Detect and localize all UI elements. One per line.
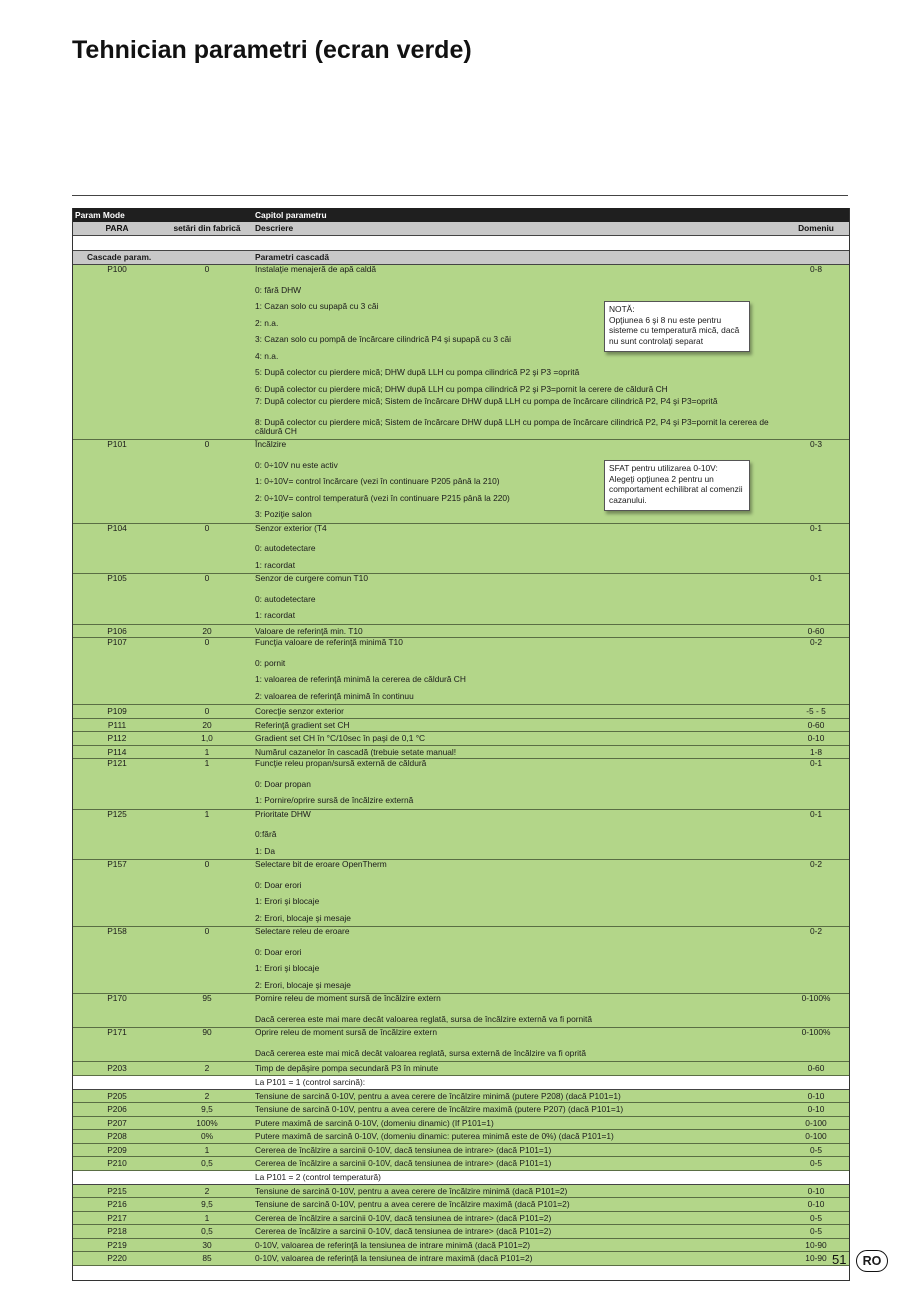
factory-setting: 1 [161,1143,253,1157]
description-option: 4: n.a. [255,350,279,361]
description-option: 1: Da [255,845,276,856]
description-title: Tensiune de sarcină 0-10V, pentru a avea cerere de încălzire maximă (dacă P101=2) [255,1199,570,1209]
param-description [253,265,783,440]
table-row [73,927,849,994]
table-row [73,1252,849,1266]
param-range: 0-2 [783,638,849,705]
table-row [73,1143,849,1157]
param-code: P106 [73,624,161,638]
param-code: P208 [73,1130,161,1144]
param-description [253,1130,783,1144]
factory-setting: 95 [161,994,253,1028]
param-description [253,718,783,732]
factory-setting: 20 [161,624,253,638]
table-header-row-1 [73,208,849,222]
description-option: 2: valoarea de referinţă minimă în continuu [255,690,414,701]
description-title: Tensiune de sarcină 0-10V, pentru a avea cerere de încălzire minimă (dacă P101=2) [255,1185,568,1196]
param-range: 1-8 [783,745,849,759]
param-description [253,1157,783,1171]
factory-setting: 2 [161,1089,253,1103]
param-description [253,705,783,719]
description-title: Funcţie releu propan/sursă externă de căldură [255,759,427,768]
factory-setting: 0 [161,860,253,927]
table-row [73,1238,849,1252]
param-code: P207 [73,1116,161,1130]
table-end-row [73,1265,849,1280]
param-description [253,1211,783,1225]
description-title: Oprire releu de moment sursă de încălzire extern [255,1028,438,1037]
table-row [73,759,849,810]
param-code: P100 [73,265,161,440]
factory-setting: 0 [161,927,253,994]
description-title: Senzor de curgere comun T10 [255,574,368,583]
description-title: Cererea de încălzire a sarcinii 0-10V, dacă tensiunea de intrare> (dacă P101=2) [255,1212,552,1223]
header-para: PARA [73,222,161,236]
title-divider [72,195,848,196]
description-option: Dacă cererea este mai mare decât valoarea reglată, sursa de încălzire externă va fi pornită [255,1013,593,1024]
factory-setting: 2 [161,1062,253,1076]
param-range: 0-3 [783,440,849,524]
table-row [73,523,849,574]
param-code: P158 [73,927,161,994]
table-row [73,1225,849,1239]
param-code: P171 [73,1028,161,1062]
table-header-row-2 [73,222,849,236]
description-title: 0-10V, valoarea de referinţă la tensiunea de intrare maximă (dacă P101=2) [255,1253,533,1263]
factory-setting: 1 [161,745,253,759]
table-row [73,574,849,625]
param-description [253,523,783,574]
factory-setting: 0 [161,638,253,705]
description-option: 0: Doar erori [255,879,302,890]
description-option: 1: Cazan solo cu supapă cu 3 căi [255,301,379,311]
header-param-mode: Param Mode [73,208,161,222]
param-range: 0-8 [783,265,849,440]
header-range: Domeniu [783,222,849,236]
factory-setting: 0,5 [161,1225,253,1239]
table-row [73,705,849,719]
description-option: 1: Pornire/oprire sursă de încălzire externă [255,795,414,805]
description-option: 0: autodetectare [255,593,316,604]
description-title: Referinţă gradient set CH [255,719,350,730]
description-title: Putere maximă de sarcină 0-10V, (domeniu dinamic) (If P101=1) [255,1117,494,1128]
factory-setting: 100% [161,1116,253,1130]
param-code: P219 [73,1238,161,1252]
description-option: 2: Erori, blocaje şi mesaje [255,912,351,923]
param-description [253,1062,783,1076]
param-range: 0-1 [783,809,849,860]
param-range: 0-100 [783,1130,849,1144]
factory-setting: 0 [161,705,253,719]
description-title: Pornire releu de moment sursă de încălzire extern [255,994,441,1003]
description-title: Gradient set CH în °C/10sec în paşi de 0,1 °C [255,733,426,743]
factory-setting: 1 [161,759,253,810]
param-code: P105 [73,574,161,625]
param-range: 10-90 [783,1238,849,1252]
param-description [253,1238,783,1252]
description-option: 0: 0÷10V nu este activ [255,459,338,470]
param-range: 0-10 [783,1198,849,1212]
description-option: 1: 0÷10V= control încărcare (vezi în continuare P205 până la 210) [255,476,500,486]
param-range: 0-5 [783,1143,849,1157]
table-row [73,1028,849,1062]
param-range: 0-60 [783,624,849,638]
param-code: P216 [73,1198,161,1212]
table-row [73,718,849,732]
section-name: Cascade param. [73,251,161,265]
param-code: P111 [73,718,161,732]
description-title: Valoare de referinţă min. T10 [255,625,363,636]
table-row [73,1184,849,1198]
tip-callout-text: SFAT pentru utilizarea 0-10V: Alegeţi opţiunea 2 pentru un comportament echilibrat al comenzii cazanului. [609,463,743,505]
param-code: P218 [73,1225,161,1239]
factory-setting: 9,5 [161,1198,253,1212]
param-range: 0-10 [783,1089,849,1103]
param-description [253,1103,783,1117]
param-description [253,927,783,994]
parameter-table-body [73,208,849,1280]
param-code: P205 [73,1089,161,1103]
table-row [73,624,849,638]
description-option: 0: Doar propan [255,778,311,789]
param-range: 0-5 [783,1225,849,1239]
factory-setting: 0 [161,523,253,574]
factory-setting: 1 [161,809,253,860]
param-description [253,1198,783,1212]
param-code: P104 [73,523,161,574]
param-description [253,745,783,759]
description-title: Tensiune de sarcină 0-10V, pentru a avea cerere de încălzire maximă (putere P207) (dacă P101=1) [255,1104,624,1114]
param-range: 0-60 [783,718,849,732]
blank-row [73,236,849,251]
param-range: 0-1 [783,759,849,810]
param-code: P209 [73,1143,161,1157]
param-range: 0-5 [783,1157,849,1171]
tip-callout [604,460,750,511]
note-text: La P101 = 2 (control temperatură) [253,1170,783,1184]
table-note-row [73,1170,849,1184]
factory-setting: 90 [161,1028,253,1062]
header-chapter: Capitol parametru [253,208,783,222]
description-option: 6: După colector cu pierdere mică; DHW după LLH cu pompa cilindrică P2 şi P3=pornit la cerere de căldură CH [255,383,668,394]
description-title: Instalaţie menajeră de apă caldă [255,265,377,274]
description-title: Cererea de încălzire a sarcinii 0-10V, dacă tensiunea de intrare> (dacă P101=1) [255,1144,552,1155]
description-title: Cererea de încălzire a sarcinii 0-10V, dacă tensiunea de intrare> (dacă P101=2) [255,1226,552,1236]
note-callout-text: NOTĂ: Opţiunea 6 şi 8 nu este pentru sisteme cu temperatură mică, dacă nu sunt controlaţi separat [609,304,740,346]
description-option: 2: n.a. [255,317,279,328]
description-option: 7: După colector cu pierdere mică; Sistem de încărcare DHW după LLH cu pompa de încărcare cilindrică P2, P4 şi P3=oprită [255,397,718,406]
factory-setting: 0 [161,574,253,625]
table-row [73,638,849,705]
param-code: P121 [73,759,161,810]
header-description: Descriere [253,222,783,236]
page-number: 51 [832,1252,847,1267]
description-option: 3: Cazan solo cu pompă de încărcare cilindrică P4 şi supapă cu 3 căi [255,334,512,344]
table-note-row [73,1075,849,1089]
parameter-table-grid [73,208,849,1281]
param-code: P217 [73,1211,161,1225]
factory-setting: 1,0 [161,732,253,746]
param-code: P112 [73,732,161,746]
section-title: Parametri cascadă [253,251,783,265]
description-option: 1: valoarea de referinţă minimă la cererea de căldură CH [255,674,466,684]
param-range: 0-1 [783,523,849,574]
description-option: Dacă cererea este mai mică decât valoarea reglată, sursa externă de încălzire va fi oprită [255,1047,586,1058]
description-title: Cererea de încălzire a sarcinii 0-10V, dacă tensiunea de intrare> (dacă P101=1) [255,1158,552,1168]
table-row [73,265,849,440]
param-description [253,624,783,638]
factory-setting: 0 [161,265,253,440]
table-row [73,745,849,759]
description-title: Selectare releu de eroare [255,927,350,936]
table-row [73,994,849,1028]
table-row [73,1130,849,1144]
description-option: 2: 0÷10V= control temperatură (vezi în continuare P215 până la 220) [255,492,510,503]
description-title: Senzor exterior (T4 [255,523,327,533]
param-description [253,994,783,1028]
param-description [253,1225,783,1239]
description-option: 0: autodetectare [255,543,316,553]
table-row [73,1089,849,1103]
description-option: 3: Poziţie salon [255,509,312,519]
param-description [253,860,783,927]
header-factory: setări din fabrică [161,222,253,236]
table-row [73,732,849,746]
param-description [253,732,783,746]
section-row [73,251,849,265]
param-description [253,759,783,810]
param-description [253,1028,783,1062]
factory-setting: 85 [161,1252,253,1266]
description-option: 0: fără DHW [255,284,302,295]
description-title: Încălzire [255,440,287,449]
param-description [253,1116,783,1130]
param-range: 0-2 [783,927,849,994]
table-row [73,1157,849,1171]
description-title: Timp de depăşire pompa secundară P3 în minute [255,1063,439,1073]
param-code: P125 [73,809,161,860]
language-badge: RO [856,1250,888,1272]
factory-setting: 30 [161,1238,253,1252]
param-description [253,809,783,860]
factory-setting: 0 [161,440,253,524]
param-range: 0-60 [783,1062,849,1076]
param-description [253,574,783,625]
description-option: 2: Erori, blocaje şi mesaje [255,979,351,990]
param-description [253,1252,783,1266]
factory-setting: 1 [161,1211,253,1225]
param-code: P109 [73,705,161,719]
table-row [73,809,849,860]
param-range: 0-100% [783,994,849,1028]
table-row [73,1198,849,1212]
description-title: Tensiune de sarcină 0-10V, pentru a avea cerere de încălzire minimă (putere P208) (dacă P101=1) [255,1090,621,1101]
factory-setting: 0,5 [161,1157,253,1171]
description-option: 1: racordat [255,610,296,620]
factory-setting: 20 [161,718,253,732]
param-code: P203 [73,1062,161,1076]
param-range: -5 - 5 [783,705,849,719]
param-code: P215 [73,1184,161,1198]
param-range: 0-1 [783,574,849,625]
param-code: P210 [73,1157,161,1171]
param-range: 0-5 [783,1211,849,1225]
description-title: Funcţia valoare de referinţă minimă T10 [255,638,403,647]
param-range: 0-2 [783,860,849,927]
description-option: 1: Erori şi blocaje [255,963,320,973]
param-description [253,1089,783,1103]
description-option: 0:fără [255,829,277,839]
param-range: 0-10 [783,1184,849,1198]
description-title: Numărul cazanelor în cascadă (trebuie setate manual! [255,746,457,757]
param-code: P170 [73,994,161,1028]
description-title: Selectare bit de eroare OpenTherm [255,860,387,869]
param-code: P206 [73,1103,161,1117]
param-code: P157 [73,860,161,927]
param-code: P107 [73,638,161,705]
param-range: 0-10 [783,1103,849,1117]
table-row [73,860,849,927]
description-option: 0: pornit [255,657,286,668]
table-row [73,1116,849,1130]
description-option: 1: racordat [255,559,296,570]
param-range: 0-100% [783,1028,849,1062]
param-code: P114 [73,745,161,759]
factory-setting: 9,5 [161,1103,253,1117]
note-callout [604,301,750,352]
table-row [73,1062,849,1076]
description-title: Putere maximă de sarcină 0-10V, (domeniu dinamic: puterea minimă este de 0%) (dacă P101=1) [255,1131,614,1141]
description-option: 5: După colector cu pierdere mică; DHW după LLH cu pompa cilindrică P2 şi P3 =oprită [255,367,580,377]
table-row [73,1211,849,1225]
param-description [253,638,783,705]
description-title: Corecţie senzor exterior [255,706,344,716]
param-description [253,1184,783,1198]
description-title: 0-10V, valoarea de referinţă la tensiunea de intrare minimă (dacă P101=2) [255,1239,531,1250]
param-range: 0-100 [783,1116,849,1130]
note-text: La P101 = 1 (control sarcină): [253,1075,783,1089]
parameter-table [72,208,850,1281]
param-code: P101 [73,440,161,524]
page-title: Tehnician parametri (ecran verde) [72,36,472,64]
param-range: 10-90 [783,1252,849,1266]
param-code: P220 [73,1252,161,1266]
param-description [253,1143,783,1157]
description-title: Prioritate DHW [255,809,311,819]
factory-setting: 0% [161,1130,253,1144]
description-option: 0: Doar erori [255,946,302,957]
table-row [73,1103,849,1117]
param-range: 0-10 [783,732,849,746]
description-option: 1: Erori şi blocaje [255,896,320,906]
description-option: 8: După colector cu pierdere mică; Sistem de încărcare DHW după LLH cu pompa de încărcare cilindrică P2, P4 şi P3=pornit la cererea de căldură CH [255,418,769,436]
factory-setting: 2 [161,1184,253,1198]
